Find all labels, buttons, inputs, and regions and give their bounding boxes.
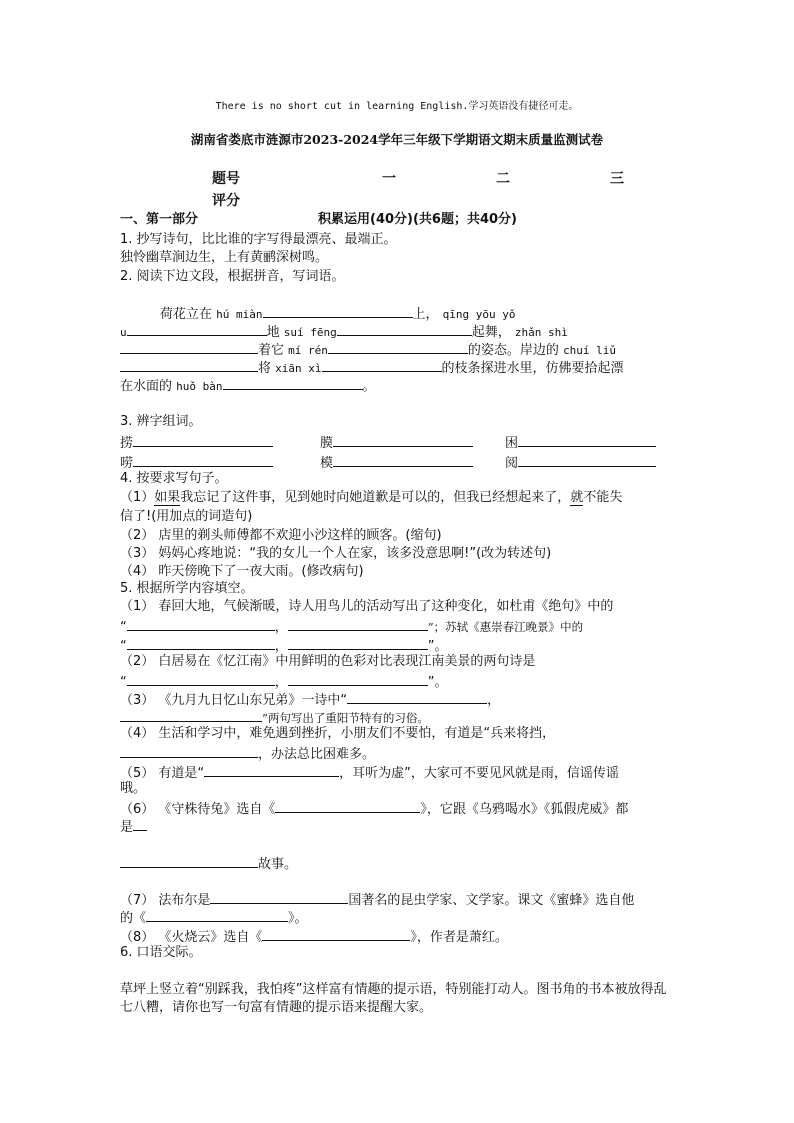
score-table-row1-label: 题号 [212, 171, 240, 187]
answer-blank[interactable] [133, 816, 147, 831]
pinyin: u [120, 326, 127, 339]
answer-blank[interactable] [127, 616, 275, 631]
q3-item [505, 452, 656, 473]
q3-prompt: 3. 辨字组词。 [120, 414, 202, 429]
q4-item-4: （4） 昨天傍晚下了一夜大雨。(修改病句) [120, 564, 364, 579]
q5-text: ”。 [427, 639, 448, 654]
q3-char: 捞 [120, 436, 134, 451]
q5-text: ，办法总比困难多。 [258, 747, 376, 762]
q5-item-1-line2 [120, 616, 583, 637]
q2-text: 的姿态。岸边的 [467, 343, 559, 358]
answer-blank[interactable] [146, 907, 288, 922]
q2-text: 将 [258, 361, 272, 376]
q4-item-3: （3） 妈妈心疼地说：“我的女儿一个人在家，该多没意思啊!”(改为转述句) [120, 546, 552, 561]
answer-blank[interactable] [127, 321, 267, 336]
answer-blank[interactable] [333, 452, 473, 467]
pinyin: mí rén [288, 344, 328, 357]
q5-item-7-line2 [120, 907, 308, 928]
q5-item-2: （2） 白居易在《忆江南》中用鲜明的色彩对比表现江南美景的两句诗是 [120, 654, 536, 669]
pinyin: qīng yōu yǒ [442, 308, 516, 321]
q5-text: ， [274, 675, 288, 690]
answer-blank[interactable] [328, 339, 468, 354]
q3-char: 模 [320, 456, 334, 471]
q3-char: 困 [505, 436, 519, 451]
pinyin: xiān xì [275, 362, 322, 375]
q2-text: 在水面的 [120, 379, 173, 394]
answer-blank[interactable] [120, 743, 258, 758]
q6-text: 草坪上竖立着“别踩我，我怕疼”这样富有情趣的提示语，特别能打动人。图书角的书本被放得乱七八糟，请你也写一句富有情趣的提示语来提醒大家。 [120, 982, 667, 1015]
q5-text: 》，它跟《乌鸦喝水》《狐假虎威》都 [420, 802, 629, 817]
q5-item-5-line2: 哦。 [120, 781, 147, 796]
answer-blank[interactable] [210, 889, 348, 904]
q4-item-1-cont: 信了!(用加点的词造句) [120, 509, 253, 524]
q2-text: 起舞， [471, 325, 511, 340]
q5-text: ， [487, 693, 501, 708]
q2-text: 荷花立在 [160, 307, 213, 322]
pinyin: hú miàn [216, 308, 263, 321]
answer-blank[interactable] [127, 671, 275, 686]
q5-item-6 [120, 798, 628, 819]
part1-subheading: 积累运用(40分)(共6题；共40分) [318, 212, 517, 227]
pinyin: chuí liǔ [563, 344, 617, 357]
answer-blank[interactable] [263, 303, 413, 318]
q5-text: 的《 [120, 911, 147, 926]
q5-item-4: （4） 生活和学习中，难免遇到挫折，小朋友们不要怕，有道是“兵来将挡， [120, 726, 556, 741]
q2-line5 [120, 375, 376, 396]
answer-blank[interactable] [262, 926, 410, 941]
q3-item [320, 432, 473, 453]
q1-prompt: 1. 抄写诗句，比比谁的字写得最漂亮、最端正。 [120, 232, 397, 247]
q5-item-5 [120, 762, 619, 783]
q2-text: 上， [412, 307, 439, 322]
q3-char: 膜 [320, 436, 334, 451]
q4-marked-word: 如果 [154, 490, 181, 505]
q5-text: “ [120, 639, 127, 654]
answer-blank[interactable] [347, 689, 487, 704]
score-table-row2-label: 评分 [212, 193, 240, 209]
q5-text: （3） 《九月九日忆山东兄弟》一诗中“ [120, 693, 348, 708]
answer-blank[interactable] [337, 321, 472, 336]
q5-text: 国著名的昆虫学家、文学家。课文《蜜蜂》选自他 [348, 893, 635, 908]
q5-text: （7） 法布尔是 [120, 893, 211, 908]
q5-item-1: （1） 春回大地，气候渐暖，诗人用鸟儿的活动写出了这种变化，如杜甫《绝句》中的 [120, 599, 614, 614]
answer-blank[interactable] [518, 432, 656, 447]
q4-prompt: 4. 按要求写句子。 [120, 471, 228, 486]
answer-blank[interactable] [333, 432, 473, 447]
q1-poem: 独怜幽草涧边生，上有黄鹂深树鸣。 [120, 250, 329, 265]
q5-text: 是 [120, 820, 134, 835]
answer-blank[interactable] [120, 339, 258, 354]
q5-text: 》，作者是萧红。 [410, 930, 508, 945]
q5-text: ，耳听为虚”，大家可不要见风就是雨，信谣传谣 [339, 766, 619, 781]
score-table-col-1: 一 [382, 171, 396, 187]
document-title: 湖南省娄底市涟源市2023-2024学年三年级下学期语文期末质量监测试卷 [190, 132, 604, 147]
answer-blank[interactable] [288, 671, 428, 686]
header-note: There is no short cut in learning English.学习英语没有捷径可走。 [215, 101, 579, 112]
q4-text: 不能失 [583, 490, 623, 505]
q6-prompt: 6. 口语交际。 [120, 945, 202, 960]
q5-item-6-line2 [120, 816, 147, 837]
q5-item-4-line2 [120, 743, 375, 764]
answer-blank[interactable] [133, 432, 273, 447]
q5-text: ”。 [427, 675, 448, 690]
answer-blank[interactable] [288, 616, 428, 631]
q3-char: 唠 [120, 456, 134, 471]
q5-prompt: 5. 根据所学内容填空。 [120, 581, 254, 596]
q3-item [505, 432, 656, 453]
q5-text: ”两句写出了重阳节特有的习俗。 [262, 711, 429, 725]
pinyin: zhǎn shì [514, 326, 568, 339]
q5-text: （6） 《守株待兔》选自《 [120, 802, 276, 817]
pinyin: suí fēng [283, 326, 337, 339]
q4-item-2: （2） 店里的剃头师傅都不欢迎小沙这样的顾客。(缩句) [120, 528, 442, 543]
part1-heading: 一、第一部分 [120, 212, 199, 227]
answer-blank[interactable] [120, 357, 258, 372]
answer-blank[interactable] [322, 357, 442, 372]
q5-text: “ [120, 675, 127, 690]
score-table-col-3: 三 [610, 171, 624, 187]
answer-blank[interactable] [288, 635, 428, 650]
q4-marked-word: 就 [570, 490, 584, 505]
answer-blank[interactable] [127, 635, 275, 650]
q2-text: 着它 [258, 343, 285, 358]
q4-num: （1） [120, 490, 155, 505]
q4-text: 我忘记了这件事，见到她时向她道歉是可以的，但我已经想起来了， [180, 490, 571, 505]
answer-blank[interactable] [204, 762, 339, 777]
q4-item-1 [120, 489, 622, 507]
pinyin: huǒ bàn [176, 380, 223, 393]
q5-text: （8） 《火烧云》选自《 [120, 930, 263, 945]
q2-text: 地 [266, 325, 280, 340]
q2-text: 。 [362, 379, 376, 394]
q5-text: ”；苏轼《惠崇春江晚景》中的 [427, 620, 584, 634]
q5-item-6-line3 [120, 853, 297, 874]
answer-blank[interactable] [133, 452, 273, 467]
q3-item [320, 452, 473, 473]
answer-blank[interactable] [275, 798, 420, 813]
q2-text: 的枝条探进水里，仿佛要拾起漂 [441, 361, 624, 376]
q5-text: ， [274, 620, 288, 635]
q5-text: 》。 [288, 911, 308, 926]
answer-blank[interactable] [223, 375, 363, 390]
q3-char: 阅 [505, 456, 519, 471]
q5-text: “ [120, 620, 127, 635]
q3-item [120, 432, 273, 453]
answer-blank[interactable] [120, 707, 262, 722]
answer-blank[interactable] [120, 853, 258, 868]
q2-prompt: 2. 阅读下边文段，根据拼音，写词语。 [120, 269, 345, 284]
answer-blank[interactable] [518, 452, 656, 467]
score-table-col-2: 二 [496, 171, 510, 187]
q5-text: ， [274, 639, 288, 654]
q5-text: （5） 有道是“ [120, 766, 205, 781]
q5-text: 故事。 [258, 857, 298, 872]
